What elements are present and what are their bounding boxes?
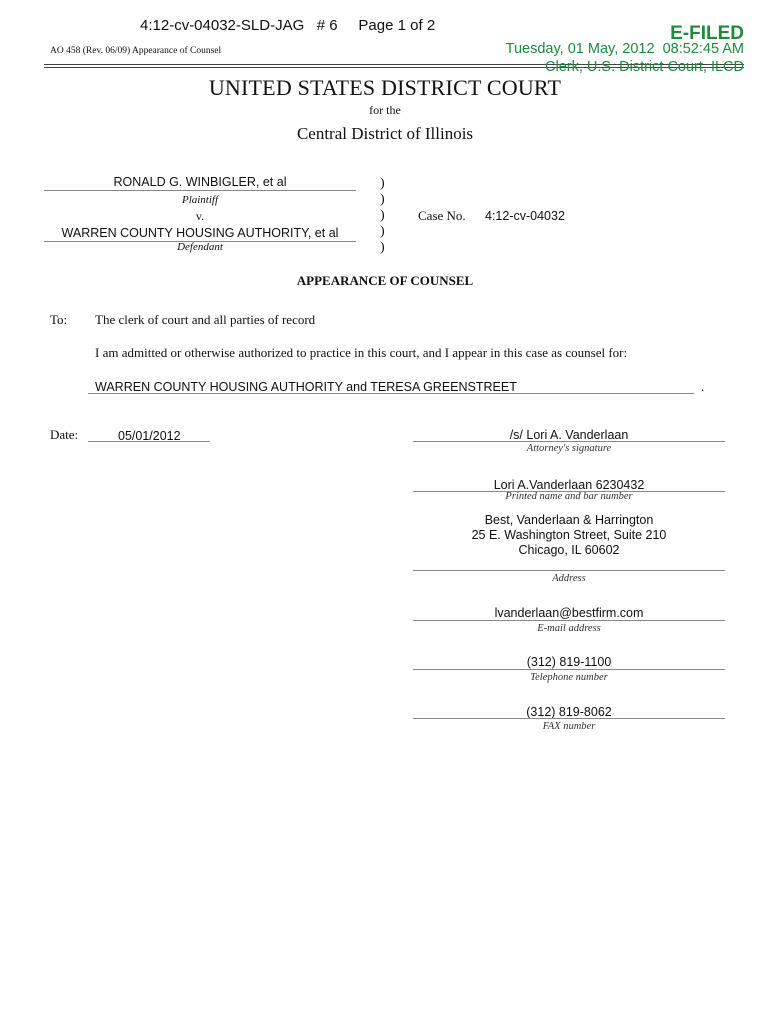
attorney-signature-label: Attorney's signature xyxy=(526,443,612,454)
client-period: . xyxy=(701,379,705,394)
docket-header: 4:12-cv-04032-SLD-JAG # 6 Page 1 of 2 xyxy=(140,17,436,34)
caption-bracket-1: ) xyxy=(380,176,385,191)
authorization-statement: I am admitted or otherwise authorized to practice in this court, and I appear in this case as counsel for: xyxy=(95,345,628,360)
printed-name-bar-number: Lori A.Vanderlaan 6230432 xyxy=(493,478,645,492)
case-number-value: 4:12-cv-04032 xyxy=(485,209,565,223)
case-number-label: Case No. xyxy=(418,208,466,223)
caption-bracket-3: ) xyxy=(380,208,385,223)
efiled-stamp-clerk: Clerk, U.S. District Court, ILCD xyxy=(545,59,744,75)
address-label: Address xyxy=(552,573,586,584)
email-rule xyxy=(413,620,725,621)
client-rule xyxy=(88,393,694,394)
telephone-label: Telephone number xyxy=(530,672,608,683)
date-rule xyxy=(88,441,210,442)
email-value: lvanderlaan@bestfirm.com xyxy=(494,606,644,620)
caption-bracket-2: ) xyxy=(380,192,385,207)
signature-rule xyxy=(413,441,725,442)
plaintiff-name: RONALD G. WINBIGLER, et al xyxy=(113,175,287,189)
address-rule xyxy=(413,570,725,571)
plaintiff-label: Plaintiff xyxy=(181,194,219,206)
printed-name-label: Printed name and bar number xyxy=(505,491,633,502)
court-name: UNITED STATES DISTRICT COURT xyxy=(208,75,562,100)
client-name: WARREN COUNTY HOUSING AUTHORITY and TERESA GREENSTREET xyxy=(95,380,517,394)
form-title: APPEARANCE OF COUNSEL xyxy=(296,273,474,288)
telephone-rule xyxy=(413,669,725,670)
date-label: Date: xyxy=(50,427,79,442)
address-line-2: 25 E. Washington Street, Suite 210 xyxy=(471,528,667,542)
caption-bracket-4: ) xyxy=(380,224,385,239)
defendant-name: WARREN COUNTY HOUSING AUTHORITY, et al xyxy=(61,226,339,240)
address-line-3: Chicago, IL 60602 xyxy=(518,543,620,557)
caption-bracket-5: ) xyxy=(380,240,385,255)
fax-value: (312) 819-8062 xyxy=(526,705,612,719)
form-identifier: AO 458 (Rev. 06/09) Appearance of Counsel xyxy=(50,46,222,56)
email-label: E-mail address xyxy=(537,623,601,634)
telephone-value: (312) 819-1100 xyxy=(526,655,612,669)
versus-text: v. xyxy=(195,209,205,223)
plaintiff-rule xyxy=(44,190,356,191)
fax-rule xyxy=(413,718,725,719)
efiled-stamp-datetime: Tuesday, 01 May, 2012 08:52:45 AM xyxy=(505,41,744,57)
defendant-label: Defendant xyxy=(177,241,223,253)
date-value: 05/01/2012 xyxy=(118,429,181,443)
address-line-1: Best, Vanderlaan & Harrington xyxy=(484,513,654,527)
fax-label: FAX number xyxy=(542,721,596,732)
court-for-the: for the xyxy=(369,103,401,117)
attorney-signature: /s/ Lori A. Vanderlaan xyxy=(509,428,629,442)
to-label: To: xyxy=(50,312,68,327)
to-recipients: The clerk of court and all parties of record xyxy=(95,312,316,327)
efiled-stamp-title: E-FILED xyxy=(670,23,744,44)
court-district: Central District of Illinois xyxy=(296,124,474,143)
